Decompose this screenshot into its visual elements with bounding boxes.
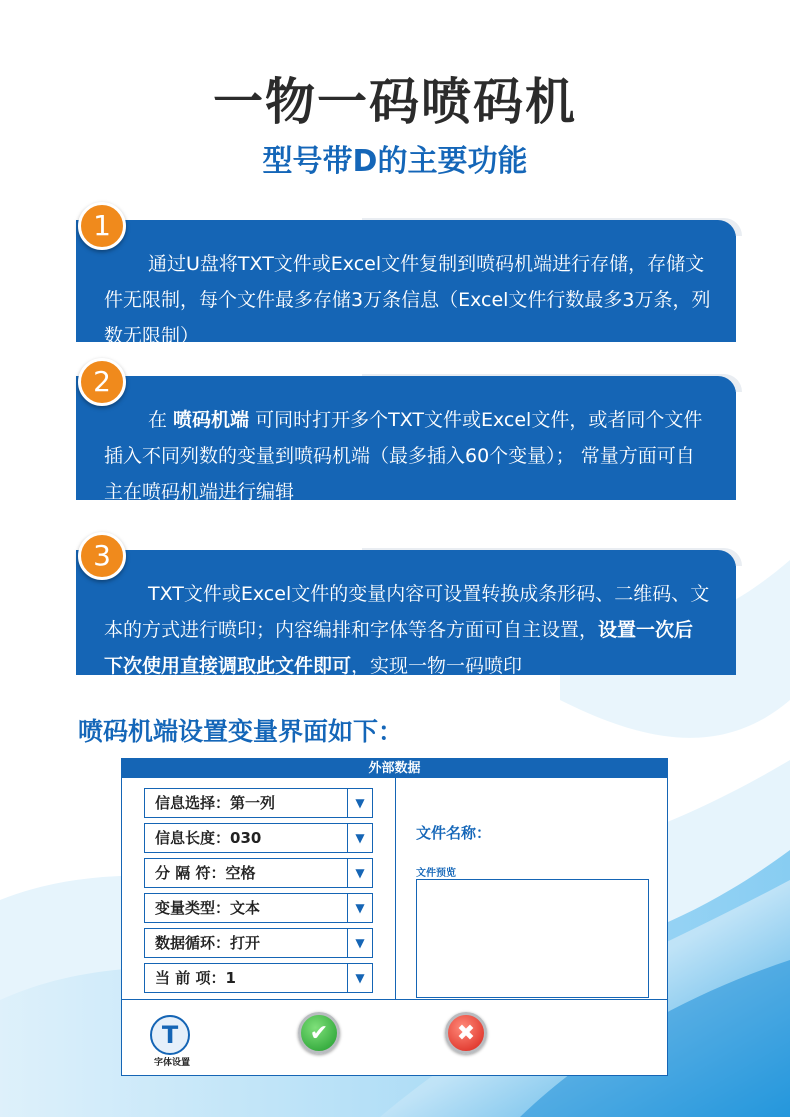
field-label: 信息选择： [155, 794, 231, 812]
file-name-label: 文件名称： [416, 824, 492, 842]
current-item-dropdown[interactable] [144, 963, 373, 993]
info-select-dropdown[interactable] [144, 788, 373, 818]
feature-card-1 [76, 209, 736, 347]
page-subtitle: 型号带D的主要功能 [262, 144, 528, 179]
font-settings-button[interactable]: T [150, 1015, 190, 1055]
data-loop-dropdown[interactable] [144, 928, 373, 958]
panel-header: 外部数据 [122, 759, 667, 778]
panel-divider [395, 778, 396, 1000]
field-value: 1 [225, 969, 236, 987]
file-preview-label: 文件预览 [416, 868, 456, 879]
dropdown-arrow-icon[interactable]: ▼ [347, 894, 372, 922]
feature-text-post: ，实现一物一码喷印 [351, 655, 523, 677]
field-label: 当 前 项： [155, 969, 226, 987]
separator-dropdown[interactable] [144, 858, 373, 888]
feature-card-2 [76, 365, 736, 503]
file-preview-box [416, 879, 649, 998]
dropdown-arrow-icon[interactable]: ▼ [347, 789, 372, 817]
feature-text-post: 可同时打开多个TXT文件或Excel文件，或者同个文件插入不同列数的变量到喷码机端（最多插入60个变量）； 常量方面可自主在喷码机端进行编辑 [104, 409, 703, 503]
feature-card-3 [76, 539, 736, 677]
dropdown-arrow-icon[interactable]: ▼ [347, 929, 372, 957]
info-length-dropdown[interactable] [144, 823, 373, 853]
section-heading: 喷码机端设置变量界面如下： [78, 717, 404, 746]
feature-text: 通过U盘将TXT文件或Excel文件复制到喷码机端进行存储，存储文件无限制，每个文件最多存储3万条信息（Excel文件行数最多3万条，列数无限制） [104, 253, 711, 347]
card-tab [76, 220, 736, 238]
feature-text-pre: 在 [148, 409, 174, 431]
feature-text [104, 576, 712, 684]
card-tab [76, 550, 736, 568]
dropdown-arrow-icon[interactable]: ▼ [347, 964, 372, 992]
feature-text-bold: 设置一次后下次使用直接调取此文件即可 [104, 619, 694, 677]
external-data-panel [121, 758, 668, 1076]
field-value: 空格 [225, 864, 256, 882]
confirm-check-button[interactable]: ✔ [298, 1012, 340, 1054]
page-title: 一物一码喷码机 [213, 73, 577, 131]
field-value: 文本 [230, 899, 261, 917]
panel-body [122, 778, 667, 1000]
field-value: 打开 [230, 934, 261, 952]
font-settings-label: 字体设置 [153, 1058, 190, 1068]
field-value: 第一列 [230, 794, 276, 812]
feature-text-bold: 喷码机端 [173, 409, 250, 431]
cancel-x-button[interactable]: ✖ [445, 1012, 487, 1054]
card-tab [76, 376, 736, 394]
field-label: 分 隔 符： [155, 864, 226, 882]
dropdown-arrow-icon[interactable]: ▼ [347, 859, 372, 887]
field-value: 030 [230, 829, 262, 847]
feature-number-badge: 2 [78, 358, 126, 406]
dropdown-arrow-icon[interactable]: ▼ [347, 824, 372, 852]
field-label: 变量类型： [155, 899, 231, 917]
feature-number-badge: 1 [78, 202, 126, 250]
feature-text-pre: TXT文件或Excel文件的变量内容可设置转换成条形码、二维码、文本的方式进行喷印；内容编排和字体等各方面可自主设置， [104, 583, 710, 641]
field-label: 信息长度： [155, 829, 231, 847]
feature-text [104, 402, 712, 510]
field-label: 数据循环： [155, 934, 231, 952]
variable-type-dropdown[interactable] [144, 893, 373, 923]
feature-number-badge: 3 [78, 532, 126, 580]
